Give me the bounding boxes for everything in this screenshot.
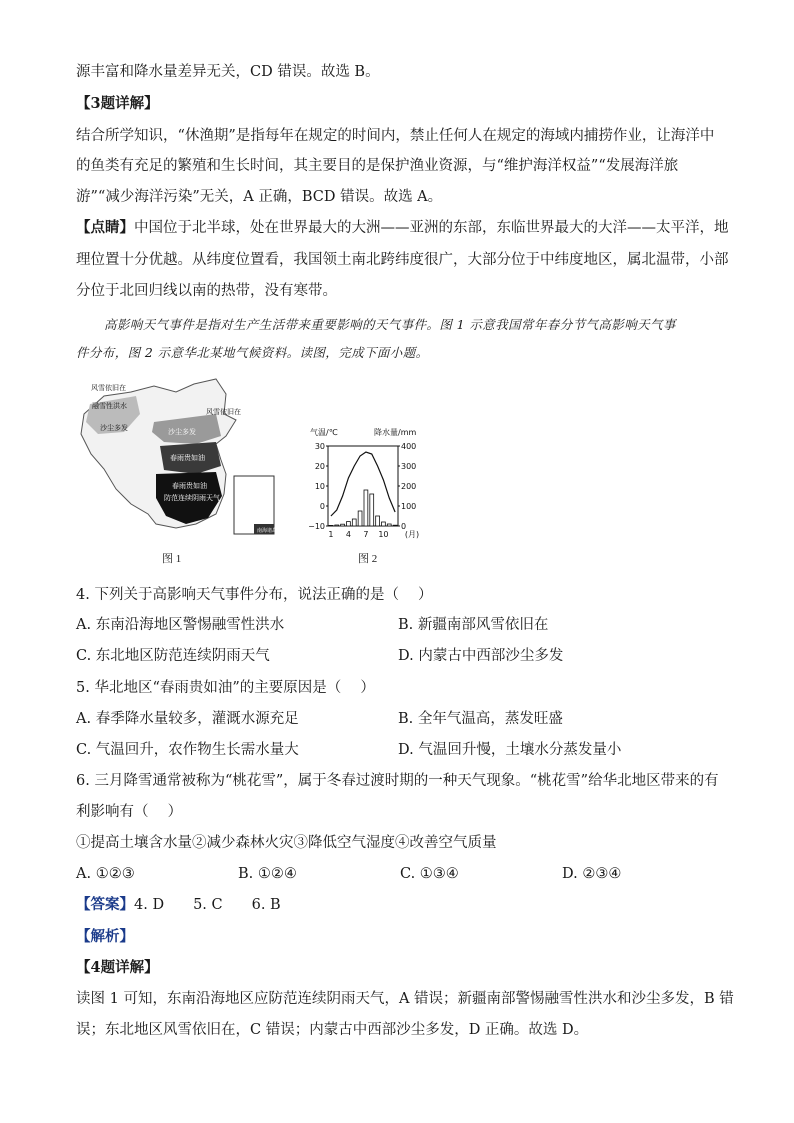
map-label: 春雨贵如油 [170, 454, 205, 462]
dianjing-text: 中国位于北半球，处在世界最大的大洲——亚洲的东部，东临世界最大的大洋——太平洋，地 [134, 220, 729, 236]
precipitation-bar [370, 494, 374, 526]
map-label: 春雨贵如油 [172, 482, 207, 490]
map-label: 南海诸岛 [257, 528, 278, 534]
material-intro: 件分布，图 2 示意华北某地气候资料。读图，完成下面小题。 [76, 345, 429, 360]
x-tick-label: 10 [378, 530, 389, 539]
option-b[interactable]: B. ①②④ [238, 866, 297, 882]
question-stem: 利影响有（ ） [76, 804, 183, 820]
precipitation-bar [382, 522, 386, 526]
option-a[interactable]: A. 春季降水量较多，灌溉水源充足 [76, 711, 299, 727]
y-right-tick-label: 400 [401, 442, 417, 451]
map-label: 防范连续阴雨天气 [164, 494, 220, 502]
precipitation-bar [387, 524, 391, 526]
map-label: 风雪依旧在 [206, 408, 241, 416]
x-tick-label: (月) [404, 530, 420, 539]
figure1-map [76, 374, 296, 550]
precipitation-bar [329, 525, 333, 526]
y-right-tick-label: 200 [401, 482, 417, 491]
text-line: 分位于北回归线以南的热带，没有寒带。 [76, 283, 337, 299]
material-intro: 高影响天气事件是指对生产生活带来重要影响的天气事件。图 1 示意我国常年春分节气高影响天气事 [104, 317, 676, 332]
option-d[interactable]: D. 内蒙古中西部沙尘多发 [398, 648, 564, 664]
y-right-label: 降水量/mm [374, 428, 417, 437]
option-b[interactable]: B. 全年气温高，蒸发旺盛 [398, 711, 563, 727]
y-left-tick-label: 20 [314, 462, 325, 471]
option-b[interactable]: B. 新疆南部风雪依旧在 [398, 617, 549, 633]
text-line: 的鱼类有充足的繁殖和生长时间，其主要目的是保护渔业资源，与“维护海洋权益”“发展海洋旅 [76, 158, 679, 174]
question-stem: 4. 下列关于高影响天气事件分布，说法正确的是（ ） [76, 587, 433, 603]
figure1-caption: 图 1 [162, 553, 182, 565]
question-items: ①提高土壤含水量②减少森林火灾③降低空气湿度④改善空气质量 [76, 835, 497, 851]
y-left-tick-label: 30 [314, 442, 325, 451]
text-line: 结合所学知识，“休渔期”是指每年在规定的时间内，禁止任何人在规定的海域内捕捞作业，让海洋中 [76, 128, 715, 144]
precipitation-bar [364, 490, 368, 526]
answer-text: 4. D 5. C 6. B [134, 897, 281, 913]
map-label: 沙尘多发 [168, 428, 196, 436]
y-right-tick-label: 0 [401, 522, 407, 531]
option-d[interactable]: D. ②③④ [562, 866, 622, 882]
analysis-tag: 【解析】 [76, 928, 134, 945]
section-heading: 【4题详解】 [76, 959, 159, 976]
map-label: 风雪依旧在 [91, 384, 126, 392]
text-line: 理位置十分优越。从纬度位置看，我国领土南北跨纬度很广，大部分位于中纬度地区，属北温带，小部 [76, 252, 729, 268]
option-c[interactable]: C. 东北地区防范连续阴雨天气 [76, 648, 270, 664]
text-line: 源丰富和降水量差异无关，CD 错误。故选 B。 [76, 64, 380, 80]
precipitation-bar [347, 522, 351, 526]
question-stem: 5. 华北地区“春雨贵如油”的主要原因是（ ） [76, 680, 375, 696]
y-left-label: 气温/℃ [310, 428, 338, 437]
precipitation-bar [335, 525, 339, 526]
y-left-tick-label: 10 [314, 482, 325, 491]
answer-line [76, 895, 726, 915]
option-d[interactable]: D. 气温回升慢，土壤水分蒸发量小 [398, 742, 622, 758]
x-tick-label: 1 [328, 530, 334, 539]
x-tick-label: 7 [363, 530, 369, 539]
y-right-tick-label: 100 [401, 502, 417, 511]
text-line: 游”“减少海洋污染”无关，A 正确，BCD 错误。故选 A。 [76, 189, 443, 205]
option-c[interactable]: C. ①③④ [400, 866, 459, 882]
map-label: 融雪性洪水 [92, 402, 127, 410]
precipitation-bar [376, 516, 380, 526]
precipitation-bar [393, 525, 397, 526]
answer-tag: 【答案】 [76, 896, 134, 913]
option-c[interactable]: C. 气温回升，农作物生长需水量大 [76, 742, 299, 758]
precipitation-bar [358, 511, 362, 526]
text-line: 误；东北地区风雪依旧在，C 错误；内蒙古中西部沙尘多发，D 正确。故选 D。 [76, 1022, 589, 1038]
y-left-tick-label: 0 [319, 502, 325, 511]
figure2-caption: 图 2 [358, 553, 378, 565]
precipitation-bar [352, 519, 356, 526]
temperature-curve [331, 452, 395, 516]
question-stem: 6. 三月降雪通常被称为“桃花雪”，属于冬春过渡时期的一种天气现象。“桃花雪”给华北地区带来的有 [76, 773, 719, 789]
dianjing-tag: 【点睛】 [76, 219, 134, 236]
chart-frame [328, 446, 398, 526]
y-left-tick-label: −10 [308, 522, 325, 531]
x-tick-label: 4 [345, 530, 351, 539]
map-label: 沙尘多发 [100, 424, 128, 432]
option-a[interactable]: A. 东南沿海地区警惕融雪性洪水 [76, 617, 285, 633]
text-line: 读图 1 可知，东南沿海地区应防范连续阴雨天气，A 错误；新疆南部警惕融雪性洪水和沙尘多发，B 错 [76, 991, 734, 1007]
section-heading: 【3题详解】 [76, 95, 159, 112]
y-right-tick-label: 300 [401, 462, 417, 471]
option-a[interactable]: A. ①②③ [76, 866, 135, 882]
text-line [76, 218, 729, 238]
precipitation-bar [341, 524, 345, 526]
figure2-chart [298, 426, 448, 550]
